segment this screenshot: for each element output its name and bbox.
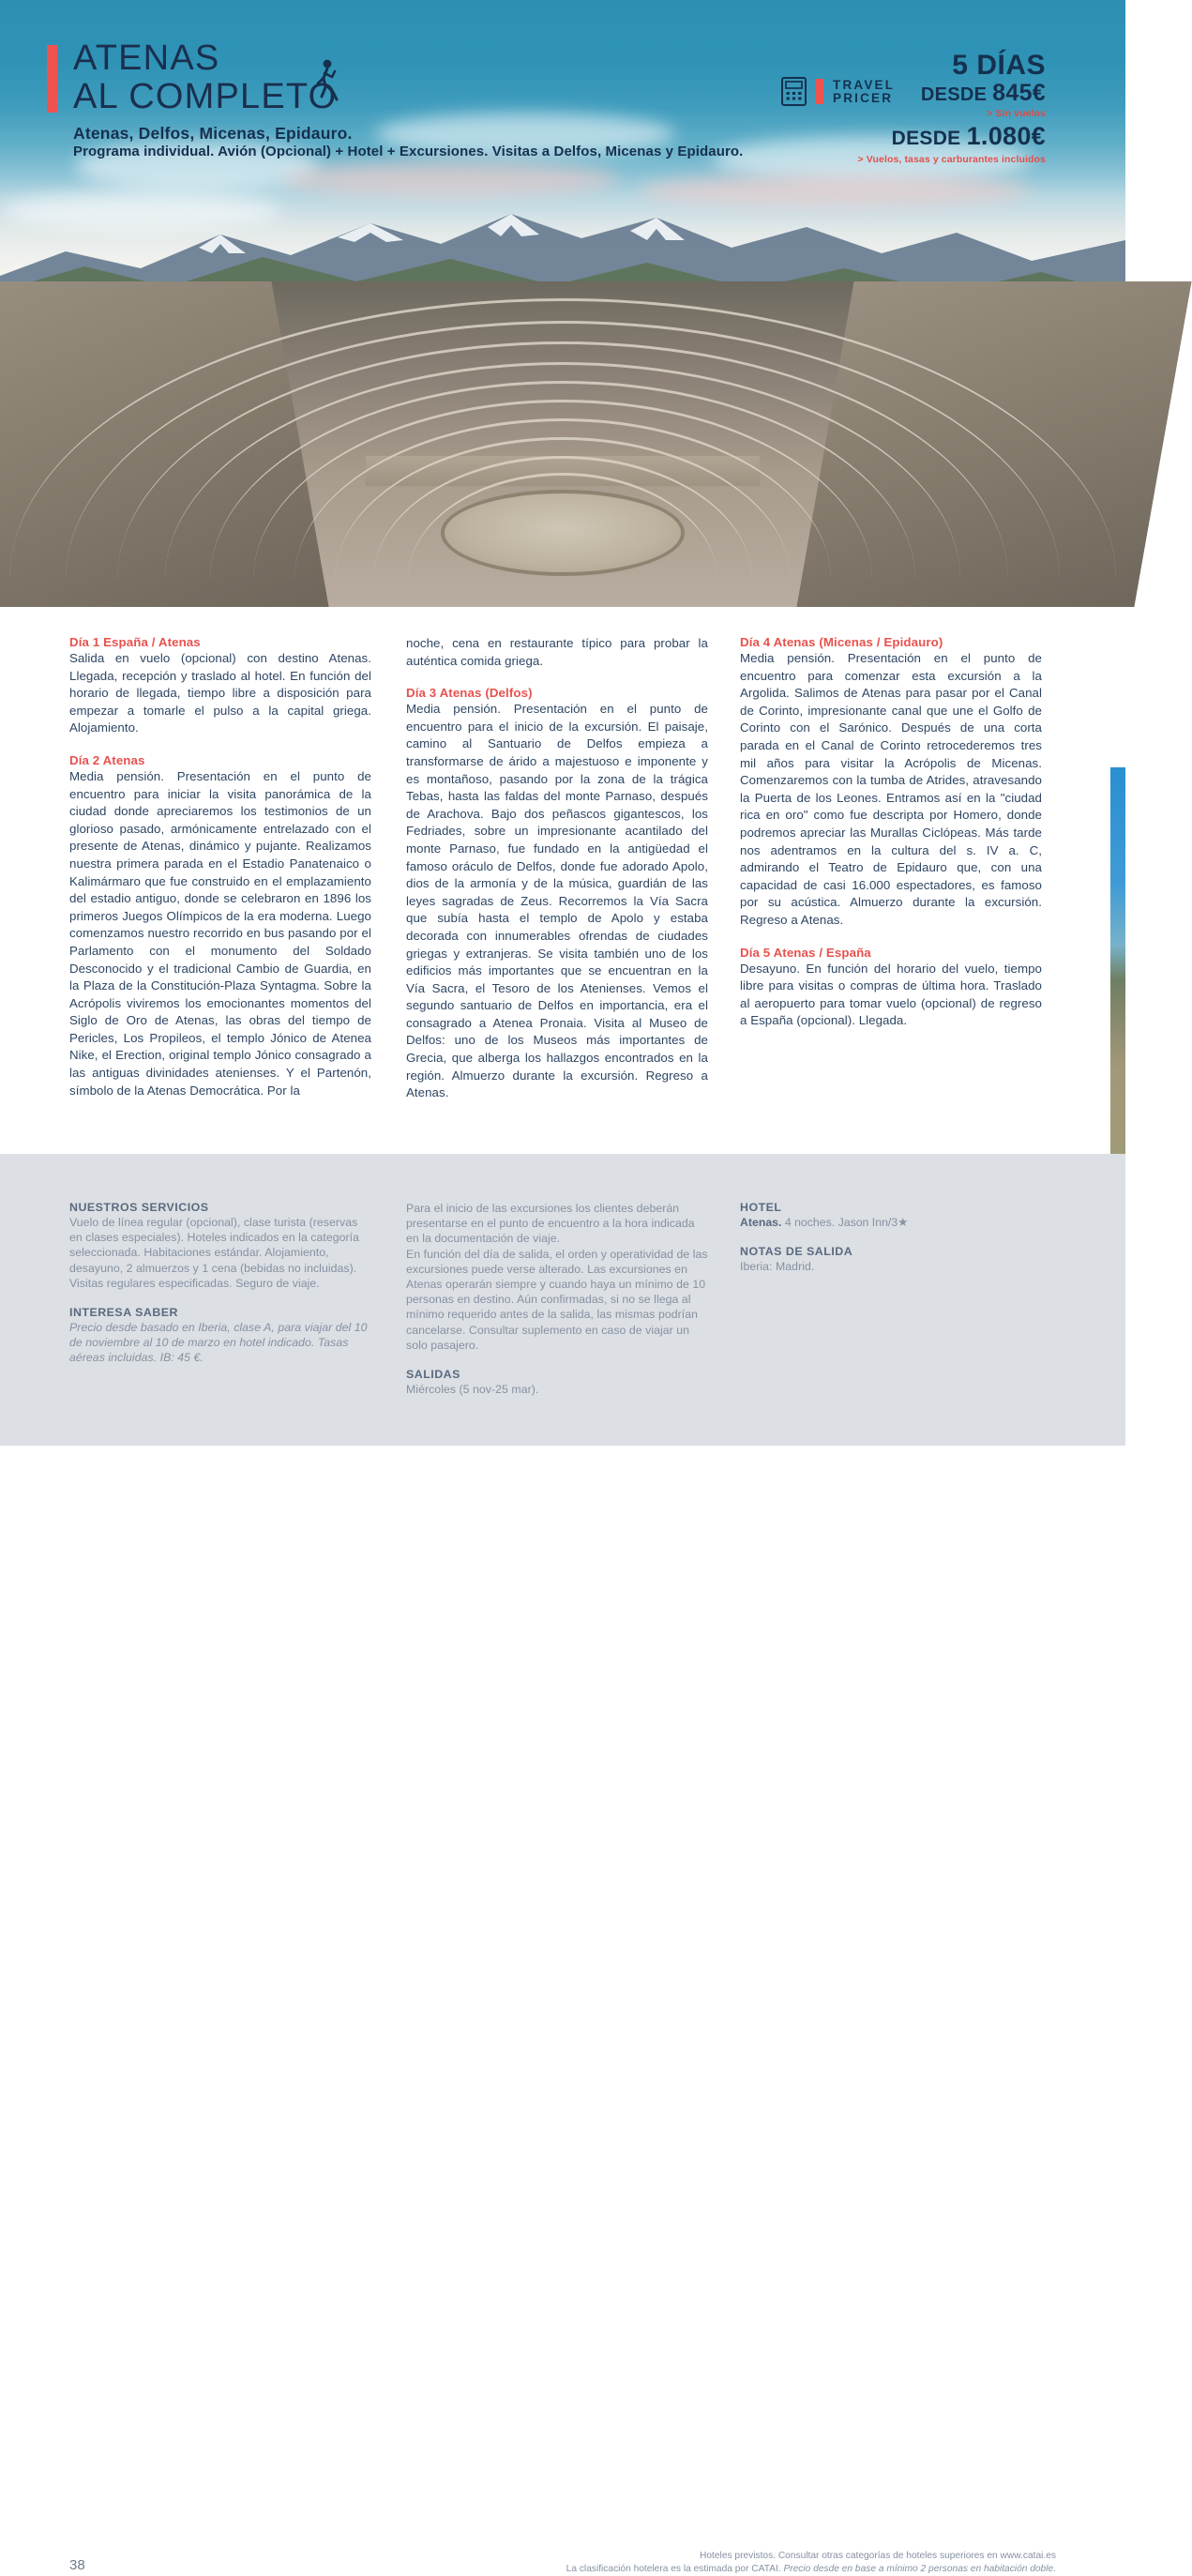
from-label-2: DESDE [891,128,961,149]
interesa-saber-title: INTERESA SABER [69,1306,179,1320]
nuestros-servicios-body: Vuelo de línea regular (opcional), clase turista (reservas en clases especiales). Hoteles indicados en la categoría seleccionada. Habitaciones estándar. Alojamiento, desayuno, 2 almuerzos y 1 cena (bebidas no incluidas). Visitas regulares especificadas. Seguro de viaje. [69,1216,360,1290]
day-heading: Día 3 Atenas (Delfos) [406,686,533,701]
footer-line-2 [566,2563,1056,2576]
page-number: 38 [69,2557,85,2573]
hotel-title: HOTEL [740,1201,782,1214]
price-block [858,51,1046,166]
subtitle-destinations: Atenas, Delfos, Micenas, Epidauro. [73,124,353,143]
price-note-2: > Vuelos, tasas y carburantes incluidos [857,154,1046,165]
day-heading: Día 1 España / Atenas [69,635,201,649]
salidas-title: SALIDAS [406,1368,460,1382]
day-body: Media pensión. Presentación en el punto de encuentro para el inicio de la excursión. El paisaje, camino al Santuario de Delfos empieza a transformarse de árido a majestuoso e imponente y es montañoso, pasando por la zona de la trágica Tebas, hasta las faldas del monte Parnaso, después de Arachova. Bajo dos peñascos gigantescos, los Fedriades, sobre un impresionante acantilado del monte Parnaso, fue fundado en la antigüedad el famoso oráculo de Delfos, donde fue adorado Apolo, dios de la armonía y de la música, guardián de las leyes sagradas de Zeus. Recorremos la Vía Sacra que subía hasta el templo de Apolo y estaba decorada con innumerables ofrendas de ciudades griegas y extranjeras. Se visita también uno de los edificios más importantes que se encuentran en la Vía Sacra, el Tesoro de los Atenienses. Vemos el segundo santuario de Delfos en importancia, era el consagrado a Atenea Pronaia. Visita al Museo de Delfos: uno de los Museos más importantes de Grecia, que alberga los hallazgos encontrados en la región. Almuerzo durante la excursión. Regreso a Atenas. [406,702,708,1100]
calculator-icon [781,77,807,106]
itinerary-column-3 [740,635,1042,1030]
subtitle-program: Programa individual. Avión (Opcional) + Hotel + Excursiones. Visitas a Delfos, Micenas y Epidauro. [73,144,744,159]
interesa-saber-body: Precio desde basado en Iberia, clase A, para viajar del 10 de noviembre al 10 de marzo en hotel indicado. Tasas aéreas incluidas. IB: 45 €. [69,1321,368,1365]
day-body: Salida en vuelo (opcional) con destino Atenas. Llegada, recepción y traslado al hotel. En función del horario de llegada, tiempo libre a disposición para empezar a tomarle el pulso a la capital griega. Alojamiento. [69,651,371,735]
price-note-1: > Sin vuelos [987,108,1046,119]
excursion-note-2: En función del día de salida, el orden y operatividad de las excursiones puede verse alterado. Las excursiones en Atenas operarán siempre y cuando haya un mínimo de 10 personas en destino. Aún confirmadas, si no se llega al mínimo requerido antes de la salida, las mismas podrían cancelarse. Consultar suplemento en caso de viajar un solo pasajero. [406,1247,708,1352]
duration-label: 5 DÍAS [952,50,1046,81]
hero-image [0,0,1125,607]
salidas-body: Miércoles (5 nov-25 mar). [406,1383,539,1397]
notas-salida-title: NOTAS DE SALIDA [740,1245,853,1259]
day-body: Media pensión. Presentación en el punto de encuentro para iniciar la visita panorámica de la ciudad donde apreciaremos los testimonios de un glorioso pasado, armónicamente entrelazado con el presente de Atenas, dinámico y pujante. Realizamos nuestra primera parada en el Estadio Panatenaico o Kalimármaro que fue construido en el emplazamiento del estadio antiguo, donde se celebraron en 1896 los primeros Juegos Olímpicos de la era moderna. Luego comenzamos nuestro recorrido en bus pasando por el Parlamento con el monumento del Soldado Desconocido y el tradicional Cambio de Guardia, en la Plaza de la Constitución-Plaza Syntagma. Sobre la Acrópolis viviremos los emocionantes momentos del Siglo de Oro de Atenas, las obras del tiempo de Pericles, Los Propileos, el templo Jónico de Atenea Nike, el Erection, original templo Jónico consagrado a las antiguas divinidades atenienses. Y el Partenón, símbolo de la Atenas Democrática. Por la [69,768,371,1098]
theatre-orchestra [441,490,685,576]
price-amount-1: 845€ [992,80,1046,106]
day-body: Media pensión. Presentación en el punto de encuentro para comenzar esta excursión a la Argolida. Salimos de Atenas para pasar por el Canal de Corinto, impresionante canal que une el Golfo de Corinto con el Sarónico. Después de una corta parada en el Canal de Corinto retrocederemos tres mil años para visitar la Acrópolis de Micenas. Comenzaremos con la tumba de Atrides, atravesando la Puerta de los Leones. Entramos así en la "ciudad rica en oro" como fue descripta por Homero, donde podremos apreciar las Murallas Ciclópeas. Más tarde nos adentramos en la cultura del s. IV a. C, admirando el Teatro de Epidauro que, con una capacidad de casi 16.000 espectadores, es famoso por su acústica. Almuerzo durante la excursión. Regreso a Atenas. [740,651,1042,927]
brand-line-2: PRICER [833,90,894,105]
title-line-2: AL COMPLETO [73,77,338,116]
footer-line-2b: Precio desde en base a mínimo 2 personas en habitación doble. [783,2564,1056,2574]
hotel-detail: 4 noches. Jason Inn/3★ [781,1216,909,1229]
footer-line-1: Hoteles previstos. Consultar otras categorías de hoteles superiores en www.catai.es [700,2551,1056,2561]
from-label-1: DESDE [920,84,988,105]
details-column-services [69,1201,371,1381]
epidaurus-theatre [0,281,1125,607]
nuestros-servicios-title: NUESTROS SERVICIOS [69,1201,209,1214]
itinerary-section [0,607,1125,1154]
footer-disclaimer [566,2550,1056,2576]
details-panel [0,1154,1125,2574]
price-from-2 [858,122,1046,153]
title-accent-bar [47,45,57,113]
hotel-entry [740,1215,1042,1230]
title-line-1: ATENAS [73,38,220,78]
notas-salida-body: Iberia: Madrid. [740,1260,815,1274]
brand-line-1: TRAVEL [833,77,896,92]
next-page-sliver [1110,767,1125,1154]
page-title [73,39,337,116]
excursion-note-1: Para el inicio de las excursiones los clientes deberán presentarse en el punto de encuentro a la hora indicada en la documentación de viaje. [406,1202,695,1246]
price-from-1 [858,81,1046,107]
hotel-city: Atenas. [740,1216,782,1229]
footer-line-2a: La clasificación hotelera es la estimada por CATAI. [566,2564,784,2574]
logo-accent-bar [816,79,823,104]
day-heading: Día 4 Atenas (Micenas / Epidauro) [740,635,943,649]
walking-person-icon [309,58,341,103]
details-column-hotel [740,1201,1042,1289]
day-heading: Día 2 Atenas [69,752,145,767]
day-body-continuation: noche, cena en restaurante típico para probar la auténtica comida griega. [406,636,708,668]
price-amount-2: 1.080€ [966,122,1046,150]
day-heading: Día 5 Atenas / España [740,945,871,960]
itinerary-column-2 [406,635,708,1102]
day-body: Desayuno. En función del horario del vuelo, tiempo libre para visitas o compras de última hora. Traslado al aeropuerto para tomar vuelo (opcional) de regreso a España (opcional). Llegada. [740,961,1042,1028]
itinerary-column-1 [69,635,371,1099]
details-column-notes [406,1201,708,1412]
